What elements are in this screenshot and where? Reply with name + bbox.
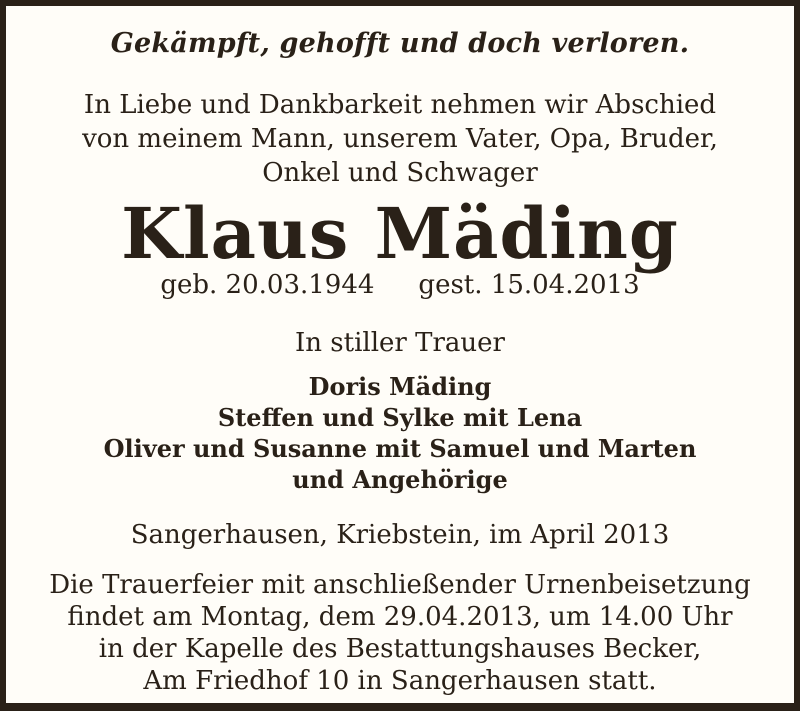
mourner: Steffen und Sylke mit Lena bbox=[217, 403, 583, 432]
birth-date: geb. 20.03.1944 bbox=[160, 270, 375, 300]
mourning-phrase: In stiller Trauer bbox=[295, 328, 505, 358]
mourners-list bbox=[12, 371, 788, 495]
death-date: gest. 15.04.2013 bbox=[418, 270, 640, 300]
intro-line: von meinem Mann, unserem Vater, Opa, Bruder, bbox=[82, 124, 718, 154]
service-line: in der Kapelle des Bestattungshauses Becker, bbox=[98, 634, 702, 664]
intro-line: Onkel und Schwager bbox=[262, 158, 538, 188]
mourner: Doris Mäding bbox=[308, 372, 492, 401]
intro-line: In Liebe und Dankbarkeit nehmen wir Abschied bbox=[83, 90, 717, 120]
service-line: Die Trauerfeier mit anschließender Urnenbeisetzung bbox=[49, 570, 751, 600]
mourner: und Angehörige bbox=[292, 465, 508, 494]
place-and-date: Sangerhausen, Kriebstein, im April 2013 bbox=[130, 520, 670, 550]
life-dates bbox=[12, 268, 788, 302]
deceased-name: Klaus Mäding bbox=[121, 192, 679, 275]
intro-text bbox=[12, 88, 788, 190]
service-line: findet am Montag, dem 29.04.2013, um 14.00 Uhr bbox=[67, 602, 733, 632]
service-details bbox=[12, 569, 788, 697]
motto: Gekämpft, gehofft und doch verloren. bbox=[110, 28, 690, 59]
mourner: Oliver und Susanne mit Samuel und Marten bbox=[103, 434, 697, 463]
service-line: Am Friedhof 10 in Sangerhausen statt. bbox=[143, 666, 657, 696]
